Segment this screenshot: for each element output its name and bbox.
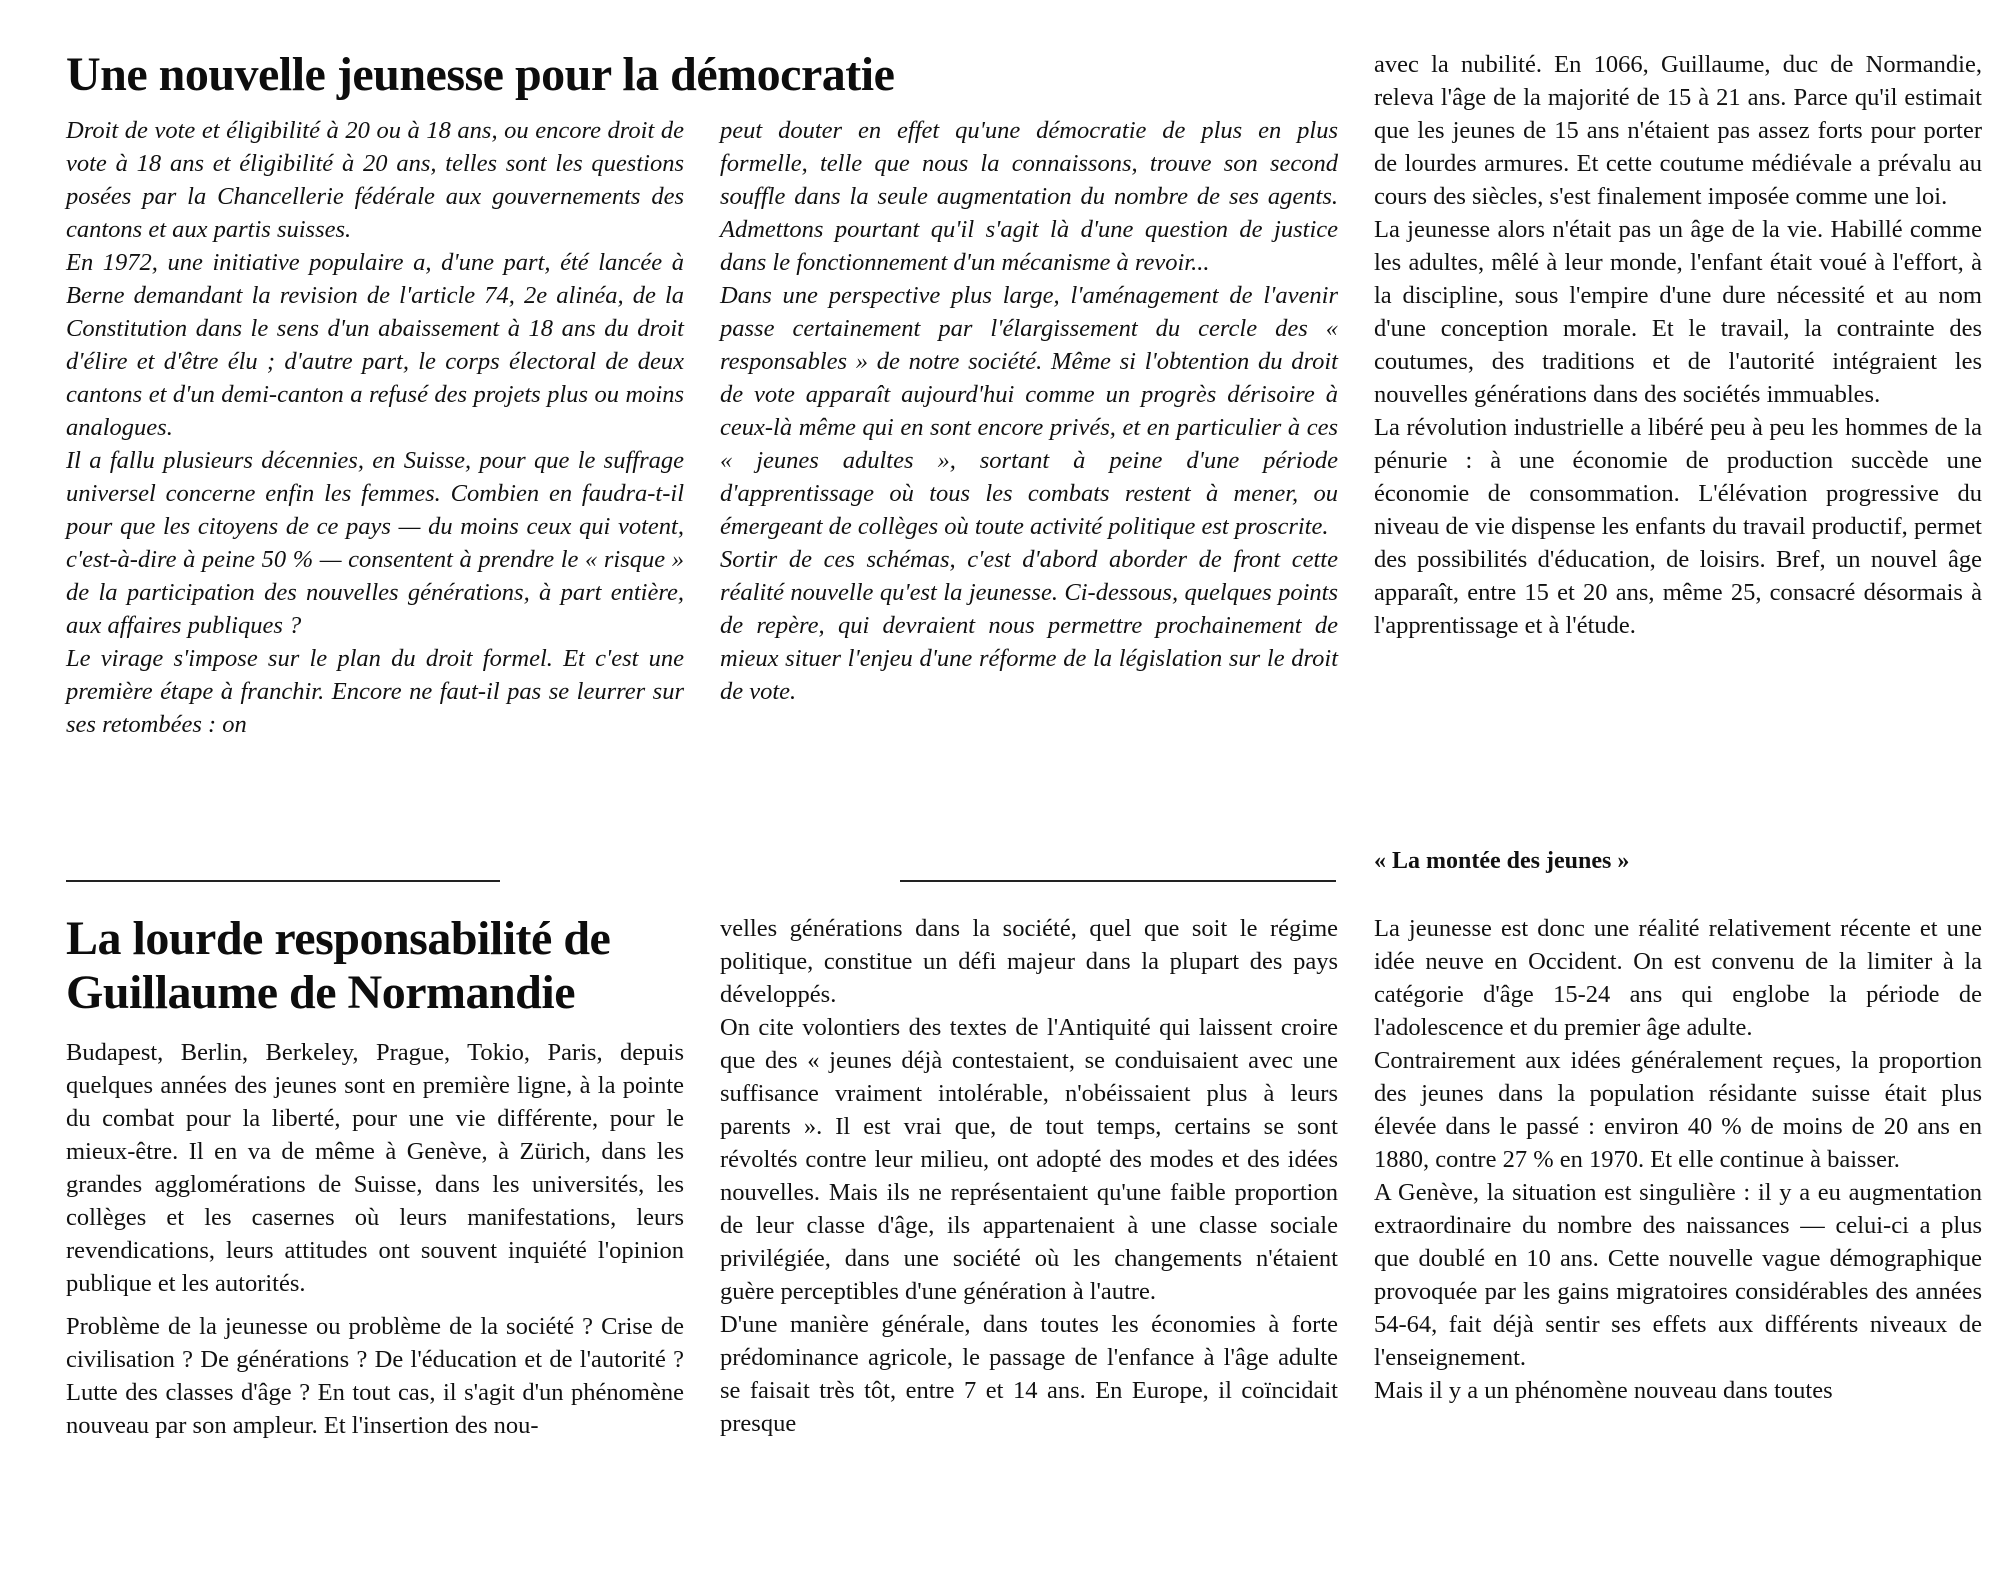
paragraph: D'une manière générale, dans toutes les économies à forte prédominance agricole, le passage de l'enfance à l'âge adulte se faisait très tôt, entre 7 et 14 ans. En Europe, il coïncidait presque xyxy=(720,1311,1338,1437)
paragraph: A Genève, la situation est singulière : il y a eu augmentation extraordinaire du nombre des naissances — celui-ci a plus que doublé en 10 ans. Cette nouvelle vague démographique provoquée par les gains migratoires considérables des années 54-64, fait déjà sentir ses effets aux différents niveaux de l'enseignement. xyxy=(1374,1179,1982,1371)
article1-column-1 xyxy=(66,114,684,741)
paragraph: Contrairement aux idées généralement reçues, la proportion des jeunes dans la population résidante suisse était plus élevée dans le passé : environ 40 % de moins de 20 ans en 1880, contre 27 % en 1970. Et elle continue à baisser. xyxy=(1374,1047,1982,1173)
article1-title: Une nouvelle jeunesse pour la démocratie xyxy=(66,48,895,101)
article2-title-line-2: Guillaume de Normandie xyxy=(66,966,576,1019)
divider-rule-left xyxy=(66,880,500,882)
paragraph: Mais il y a un phénomène nouveau dans toutes xyxy=(1374,1377,1833,1404)
article2-title-block xyxy=(66,912,706,1020)
paragraph: La révolution industrielle a libéré peu à peu les hommes de la pénurie : à une économie de production succède une économie de consommation. L'élévation progressive du niveau de vie dispense les enfants du travail productif, permet des possibilités d'éducation, de loisirs. Bref, un nouvel âge apparaît, entre 15 et 20 ans, même 25, consacré désormais à l'apprentissage et à l'étude. xyxy=(1374,414,1982,639)
paragraph: Problème de la jeunesse ou problème de la société ? Crise de civilisation ? De générations ? De l'éducation et de l'autorité ? Lutte des classes d'âge ? En tout cas, il s'agit d'un phénomène nouveau par son ampleur. Et l'insertion des nou- xyxy=(66,1313,684,1439)
article1-title-block xyxy=(66,48,1006,102)
paragraph: peut douter en effet qu'une démocratie de plus en plus formelle, telle que nous la connaissons, trouve son second souffle dans la seule augmentation du nombre de ses agents. Admettons pourtant qu'il s'agit là d'une question de justice dans le fonctionnement d'un mécanisme à revoir... xyxy=(720,117,1338,276)
paragraph: Le virage s'impose sur le plan du droit formel. Et c'est une première étape à franchir. Encore ne faut-il pas se leurrer sur ses retombées : on xyxy=(66,645,684,738)
article2-column-3 xyxy=(1374,912,1982,1407)
article1-column-2 xyxy=(720,114,1338,708)
paragraph: Il a fallu plusieurs décennies, en Suisse, pour que le suffrage universel concerne enfin les femmes. Combien en faudra-t-il pour que les citoyens de ce pays — du moins ceux qui votent, c'est-à-dire à peine 50 % — consentent à prendre le « risque » de la participation des nouvelles générations, à part entière, aux affaires publiques ? xyxy=(66,447,684,639)
article2-column-3-top xyxy=(1374,48,1982,642)
paragraph: En 1972, une initiative populaire a, d'une part, été lancée à Berne demandant la revision de l'article 74, 2e alinéa, de la Constitution dans le sens d'un abaissement à 18 ans du droit d'élire et d'être élu ; d'autre part, le corps électoral de deux cantons et d'un demi-canton a refusé des projets plus ou moins analogues. xyxy=(66,249,684,441)
article2-column-2 xyxy=(720,912,1338,1440)
paragraph: La jeunesse est donc une réalité relativement récente et une idée neuve en Occident. On est convenu de la limiter à la catégorie d'âge 15-24 ans qui englobe la période de l'adolescence et du premier âge adulte. xyxy=(1374,915,1982,1041)
paragraph: avec la nubilité. En 1066, Guillaume, duc de Normandie, releva l'âge de la majorité de 15 à 21 ans. Parce qu'il estimait que les jeunes de 15 ans n'étaient pas assez forts pour porter de lourdes armures. Et cette coutume médiévale a prévalu au cours des siècles, s'est finalement imposée comme une loi. xyxy=(1374,51,1982,210)
paragraph: Droit de vote et éligibilité à 20 ou à 18 ans, ou encore droit de vote à 18 ans et éligibilité à 20 ans, telles sont les questions posées par la Chancellerie fédérale aux gouvernements des cantons et aux partis suisses. xyxy=(66,117,684,243)
paragraph: Sortir de ces schémas, c'est d'abord aborder de front cette réalité nouvelle qu'est la jeunesse. Ci-dessous, quelques points de repère, qui devraient nous permettre prochainement de mieux situer l'enjeu d'une réforme de la législation sur le droit de vote. xyxy=(720,546,1338,705)
paragraph: velles générations dans la société, quel que soit le régime politique, constitue un défi majeur dans la plupart des pays développés. xyxy=(720,915,1338,1008)
paragraph: La jeunesse alors n'était pas un âge de la vie. Habillé comme les adultes, mêlé à leur monde, l'enfant était voué à l'effort, à la discipline, sous l'empire d'une dure nécessité et au nom d'une conception morale. Et le travail, la contrainte des coutumes, des traditions et de l'autorité intégraient les nouvelles générations dans des sociétés immuables. xyxy=(1374,216,1982,408)
divider-rule-right xyxy=(900,880,1336,882)
paragraph: On cite volontiers des textes de l'Antiquité qui laissent croire que des « jeunes déjà contestaient, se conduisaient avec une suffisance vraiment intolérable, n'obéissaient plus à leurs parents ». Il est vrai que, de tout temps, certains se sont révoltés contre leur milieu, ont adopté des modes et des idées nouvelles. Mais ils ne représentaient qu'une faible proportion de leur classe d'âge, ils appartenaient à une classe sociale privilégiée, dans une société où les changements n'étaient guère perceptibles d'une génération à l'autre. xyxy=(720,1014,1338,1305)
paragraph: Budapest, Berlin, Berkeley, Prague, Tokio, Paris, depuis quelques années des jeunes sont en première ligne, à la pointe du combat pour la liberté, pour une vie différente, pour le mieux-être. Il en va de même à Genève, à Zürich, dans les grandes agglomérations de Suisse, dans les universités, les collèges et les casernes où leurs manifestations, leurs revendications, leurs attitudes ont souvent inquiété l'opinion publique et les autorités. xyxy=(66,1039,684,1297)
subheading: « La montée des jeunes » xyxy=(1374,848,1630,874)
paragraph: Dans une perspective plus large, l'aménagement de l'avenir passe certainement par l'élargissement du cercle des « responsables » de notre société. Même si l'obtention du droit de vote apparaît aujourd'hui comme un progrès dérisoire à ceux-là même qui en sont encore privés, et en particulier à ces « jeunes adultes », sortant à peine d'une période d'apprentissage où tous les combats restent à mener, ou émergeant de collèges où toute activité politique est proscrite. xyxy=(720,282,1338,540)
article2-column-1 xyxy=(66,1036,684,1442)
article2-title-line-1: La lourde responsabilité de xyxy=(66,912,611,965)
